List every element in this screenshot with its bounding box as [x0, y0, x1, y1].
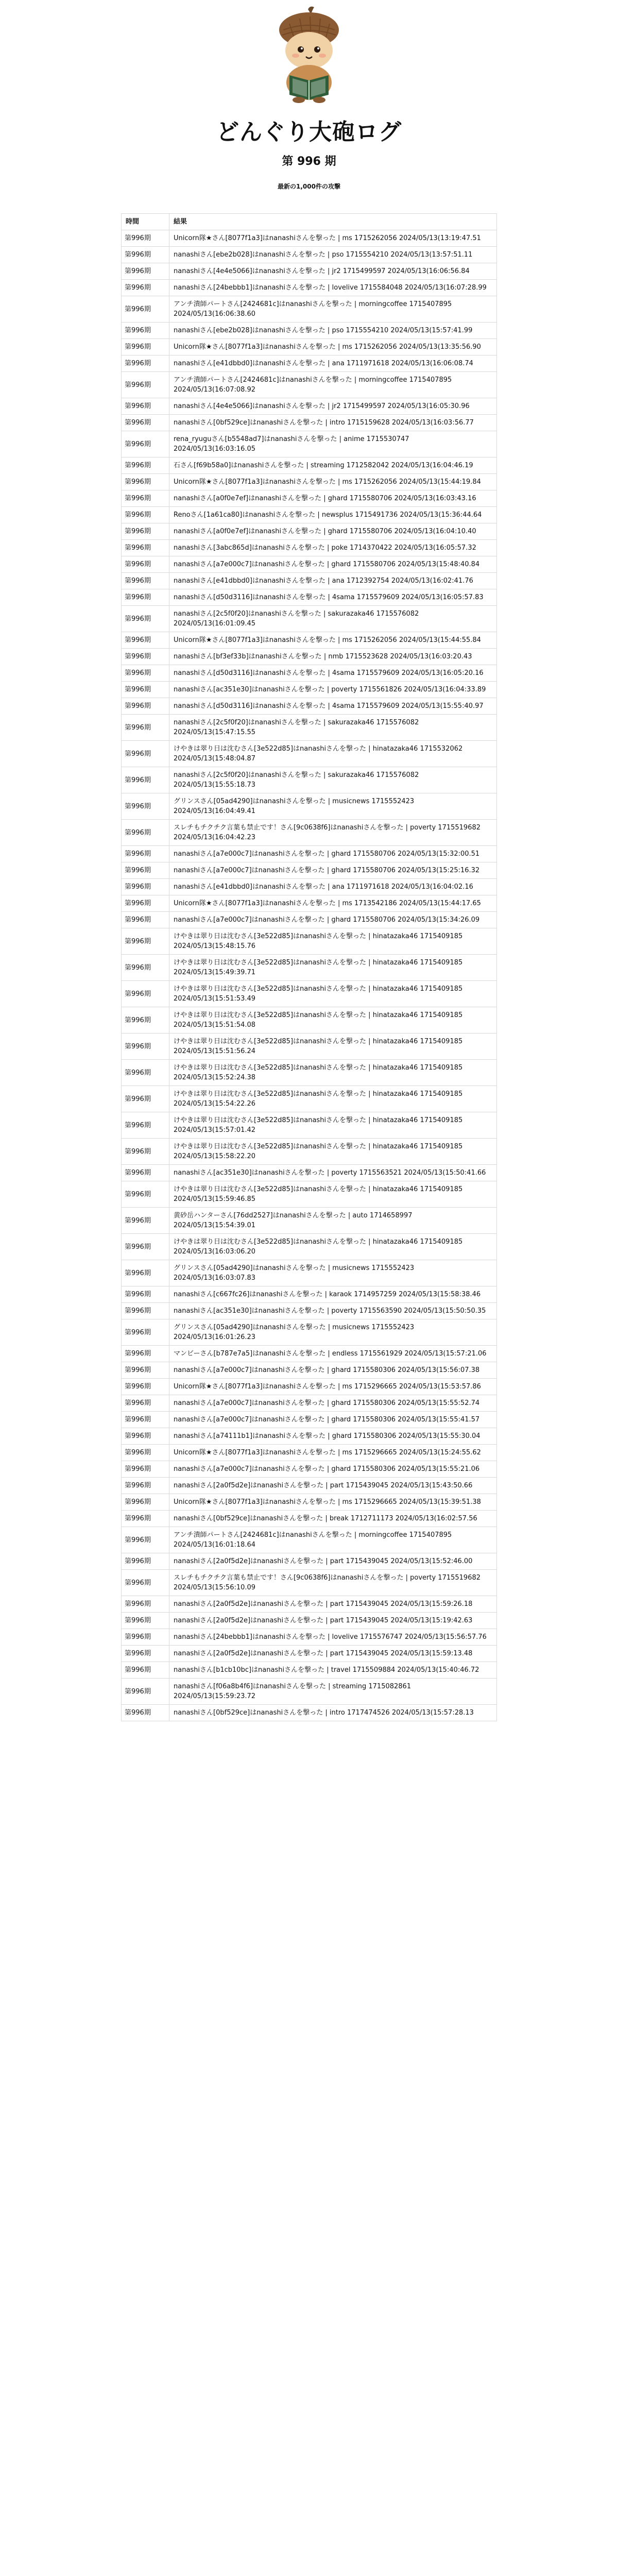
table-row — [122, 1007, 497, 1033]
row-result-cell: nanashiさん[2c5f0f20]はnanashiさんを撃った | sakurazaka46 1715576082 2024/05/13(16:01:09.45 — [169, 606, 497, 632]
row-result-cell: スレチもチクチク言葉も禁止です！さん[9c0638f6]はnanashiさんを撃った | poverty 1715519682 2024/05/13(16:04:42.23 — [169, 820, 497, 846]
row-result-cell: nanashiさん[24bebbb1]はnanashiさんを撃った | lovelive 1715576747 2024/05/13(15:56:57.76 — [169, 1629, 497, 1646]
row-round-cell: 第996期 — [122, 1613, 169, 1629]
row-round-cell: 第996期 — [122, 1478, 169, 1494]
row-round-cell: 第996期 — [122, 1112, 169, 1139]
table-row — [122, 1705, 497, 1721]
row-result-cell: nanashiさん[a7e000c7]はnanashiさんを撃った | ghard 1715580706 2024/05/13(15:34:26.09 — [169, 912, 497, 928]
row-result-cell: nanashiさん[2c5f0f20]はnanashiさんを撃った | sakurazaka46 1715576082 2024/05/13(15:55:18.73 — [169, 767, 497, 793]
row-result-cell: nanashiさん[ac351e30]はnanashiさんを撃った | poverty 1715563521 2024/05/13(15:50:41.66 — [169, 1165, 497, 1181]
row-result-cell: nanashiさん[d50d3116]はnanashiさんを撃った | 4sama 1715579609 2024/05/13(16:05:57.83 — [169, 589, 497, 606]
column-header-result: 結果 — [169, 214, 497, 230]
row-result-cell: けやきは翠り日は沈むさん[3e522d85]はnanashiさんを撃った | hinatazaka46 1715409185 2024/05/13(15:57:01.42 — [169, 1112, 497, 1139]
row-result-cell: スレチもチクチク言葉も禁止です！さん[9c0638f6]はnanashiさんを撃った | poverty 1715519682 2024/05/13(15:56:10.09 — [169, 1570, 497, 1596]
table-row — [122, 820, 497, 846]
row-round-cell: 第996期 — [122, 632, 169, 649]
table-row — [122, 1428, 497, 1445]
table-row — [122, 1445, 497, 1461]
table-row — [122, 372, 497, 398]
table-row — [122, 1553, 497, 1570]
row-round-cell: 第996期 — [122, 1234, 169, 1260]
row-result-cell: nanashiさん[a0f0e7ef]はnanashiさんを撃った | ghard 1715580706 2024/05/13(16:04:10.40 — [169, 523, 497, 540]
table-row — [122, 1461, 497, 1478]
row-result-cell: nanashiさん[0bf529ce]はnanashiさんを撃った | break 1712711173 2024/05/13(16:02:57.56 — [169, 1511, 497, 1527]
table-row — [122, 280, 497, 296]
row-round-cell: 第996期 — [122, 1445, 169, 1461]
row-round-cell: 第996期 — [122, 895, 169, 912]
table-row — [122, 431, 497, 457]
row-round-cell: 第996期 — [122, 589, 169, 606]
table-row — [122, 793, 497, 820]
row-round-cell: 第996期 — [122, 1303, 169, 1319]
row-result-cell: アンチ潰師パートさん[2424681c]はnanashiさんを撃った | morningcoffee 1715407895 2024/05/13(16:07:08.92 — [169, 372, 497, 398]
row-result-cell: けやきは翠り日は沈むさん[3e522d85]はnanashiさんを撃った | hinatazaka46 1715409185 2024/05/13(15:51:56.24 — [169, 1033, 497, 1060]
row-round-cell: 第996期 — [122, 767, 169, 793]
row-round-cell: 第996期 — [122, 523, 169, 540]
table-row — [122, 1412, 497, 1428]
table-row — [122, 1646, 497, 1662]
table-row — [122, 339, 497, 355]
row-round-cell: 第996期 — [122, 1286, 169, 1303]
row-result-cell: Unicorn隊★さん[8077f1a3]はnanashiさんを撃った | ms 1715296665 2024/05/13(15:39:51.38 — [169, 1494, 497, 1511]
table-row — [122, 1086, 497, 1112]
table-header-row — [122, 214, 497, 230]
row-result-cell: マンビーさん[b787e7a5]はnanashiさんを撃った | endless 1715561929 2024/05/13(15:57:21.06 — [169, 1346, 497, 1362]
table-row — [122, 955, 497, 981]
table-row — [122, 846, 497, 862]
row-round-cell: 第996期 — [122, 1553, 169, 1570]
table-row — [122, 682, 497, 698]
row-result-cell: けやきは翠り日は沈むさん[3e522d85]はnanashiさんを撃った | hinatazaka46 1715409185 2024/05/13(15:49:39.71 — [169, 955, 497, 981]
table-row — [122, 895, 497, 912]
row-round-cell: 第996期 — [122, 263, 169, 280]
row-round-cell: 第996期 — [122, 665, 169, 682]
table-row — [122, 1478, 497, 1494]
row-result-cell: nanashiさん[a7e000c7]はnanashiさんを撃った | ghard 1715580306 2024/05/13(15:55:52.74 — [169, 1395, 497, 1412]
row-result-cell: nanashiさん[e41dbbd0]はnanashiさんを撃った | ana 1711971618 2024/05/13(16:04:02.16 — [169, 879, 497, 895]
row-result-cell: nanashiさん[a7e000c7]はnanashiさんを撃った | ghard 1715580706 2024/05/13(15:25:16.32 — [169, 862, 497, 879]
row-round-cell: 第996期 — [122, 296, 169, 323]
site-title: どんぐり大砲ログ — [216, 119, 402, 145]
row-round-cell: 第996期 — [122, 507, 169, 523]
table-row — [122, 632, 497, 649]
page-subtitle: 最新の1,000件の攻撃 — [278, 183, 340, 190]
row-round-cell: 第996期 — [122, 1346, 169, 1362]
table-row — [122, 398, 497, 415]
row-round-cell: 第996期 — [122, 1362, 169, 1379]
row-result-cell: nanashiさん[e41dbbd0]はnanashiさんを撃った | ana 1711971618 2024/05/13(16:06:08.74 — [169, 355, 497, 372]
table-row — [122, 1629, 497, 1646]
table-row — [122, 1286, 497, 1303]
table-row — [122, 457, 497, 474]
table-row — [122, 1260, 497, 1286]
table-row — [122, 1494, 497, 1511]
table-row — [122, 912, 497, 928]
row-result-cell: nanashiさん[d50d3116]はnanashiさんを撃った | 4sama 1715579609 2024/05/13(15:55:40.97 — [169, 698, 497, 715]
row-round-cell: 第996期 — [122, 698, 169, 715]
table-row — [122, 1511, 497, 1527]
row-result-cell: nanashiさん[b1cb10bc]はnanashiさんを撃った | travel 1715509884 2024/05/13(15:40:46.72 — [169, 1662, 497, 1679]
log-container — [121, 213, 497, 1721]
table-row — [122, 507, 497, 523]
row-result-cell: nanashiさん[ebe2b028]はnanashiさんを撃った | pso 1715554210 2024/05/13(15:57:41.99 — [169, 323, 497, 339]
row-result-cell: nanashiさん[a7e000c7]はnanashiさんを撃った | ghard 1715580306 2024/05/13(15:55:21.06 — [169, 1461, 497, 1478]
table-row — [122, 296, 497, 323]
row-result-cell: nanashiさん[ac351e30]はnanashiさんを撃った | poverty 1715561826 2024/05/13(16:04:33.89 — [169, 682, 497, 698]
table-row — [122, 523, 497, 540]
table-row — [122, 415, 497, 431]
row-result-cell: nanashiさん[a7e000c7]はnanashiさんを撃った | ghard 1715580706 2024/05/13(15:48:40.84 — [169, 556, 497, 573]
row-round-cell: 第996期 — [122, 339, 169, 355]
row-round-cell: 第996期 — [122, 398, 169, 415]
row-round-cell: 第996期 — [122, 540, 169, 556]
row-round-cell: 第996期 — [122, 879, 169, 895]
table-row — [122, 1679, 497, 1705]
table-row — [122, 263, 497, 280]
row-round-cell: 第996期 — [122, 1033, 169, 1060]
table-row — [122, 323, 497, 339]
row-result-cell: nanashiさん[e41dbbd0]はnanashiさんを撃った | ana 1712392754 2024/05/13(16:02:41.76 — [169, 573, 497, 589]
table-row — [122, 1346, 497, 1362]
table-row — [122, 1527, 497, 1553]
row-result-cell: けやきは翠り日は沈むさん[3e522d85]はnanashiさんを撃った | hinatazaka46 1715409185 2024/05/13(15:54:22.26 — [169, 1086, 497, 1112]
row-result-cell: けやきは翠り日は沈むさん[3e522d85]はnanashiさんを撃った | hinatazaka46 1715409185 2024/05/13(15:58:22.20 — [169, 1139, 497, 1165]
row-result-cell: 黄砂岳ハンターさん[76dd2527]はnanashiさんを撃った | auto 1714658997 2024/05/13(15:54:39.01 — [169, 1208, 497, 1234]
row-round-cell: 第996期 — [122, 323, 169, 339]
row-result-cell: nanashiさん[0bf529ce]はnanashiさんを撃った | intro 1715159628 2024/05/13(16:03:56.77 — [169, 415, 497, 431]
row-result-cell: けやきは翠り日は沈むさん[3e522d85]はnanashiさんを撃った | hinatazaka46 1715532062 2024/05/13(15:48:04.87 — [169, 741, 497, 767]
row-round-cell: 第996期 — [122, 1412, 169, 1428]
row-result-cell: nanashiさん[2c5f0f20]はnanashiさんを撃った | sakurazaka46 1715576082 2024/05/13(15:47:15.55 — [169, 715, 497, 741]
row-result-cell: グリンスさん[05ad4290]はnanashiさんを撃った | musicnews 1715552423 2024/05/13(16:01:26.23 — [169, 1319, 497, 1346]
row-result-cell: nanashiさん[24bebbb1]はnanashiさんを撃った | lovelive 1715584048 2024/05/13(16:07:28.99 — [169, 280, 497, 296]
table-row — [122, 879, 497, 895]
row-round-cell: 第996期 — [122, 606, 169, 632]
row-round-cell: 第996期 — [122, 1646, 169, 1662]
row-round-cell: 第996期 — [122, 280, 169, 296]
table-row — [122, 355, 497, 372]
table-row — [122, 981, 497, 1007]
row-round-cell: 第996期 — [122, 1260, 169, 1286]
table-row — [122, 1596, 497, 1613]
row-result-cell: nanashiさん[a7e000c7]はnanashiさんを撃った | ghard 1715580306 2024/05/13(15:56:07.38 — [169, 1362, 497, 1379]
row-result-cell: nanashiさん[a0f0e7ef]はnanashiさんを撃った | ghard 1715580706 2024/05/13(16:03:43.16 — [169, 490, 497, 507]
row-result-cell: けやきは翠り日は沈むさん[3e522d85]はnanashiさんを撃った | hinatazaka46 1715409185 2024/05/13(15:48:15.76 — [169, 928, 497, 955]
row-round-cell: 第996期 — [122, 431, 169, 457]
row-result-cell: nanashiさん[0bf529ce]はnanashiさんを撃った | intro 1717474526 2024/05/13(15:57:28.13 — [169, 1705, 497, 1721]
row-round-cell: 第996期 — [122, 1511, 169, 1527]
table-row — [122, 1112, 497, 1139]
row-result-cell: Unicorn隊★さん[8077f1a3]はnanashiさんを撃った | ms 1715262056 2024/05/13(15:44:55.84 — [169, 632, 497, 649]
table-row — [122, 1181, 497, 1208]
row-result-cell: nanashiさん[4e4e5066]はnanashiさんを撃った | jr2 1715499597 2024/05/13(16:06:56.84 — [169, 263, 497, 280]
row-round-cell: 第996期 — [122, 247, 169, 263]
row-round-cell: 第996期 — [122, 862, 169, 879]
row-round-cell: 第996期 — [122, 1139, 169, 1165]
row-result-cell: nanashiさん[a7e000c7]はnanashiさんを撃った | ghard 1715580706 2024/05/13(15:32:00.51 — [169, 846, 497, 862]
table-row — [122, 606, 497, 632]
row-result-cell: グリンスさん[05ad4290]はnanashiさんを撃った | musicnews 1715552423 2024/05/13(16:04:49.41 — [169, 793, 497, 820]
row-round-cell: 第996期 — [122, 928, 169, 955]
table-row — [122, 1395, 497, 1412]
table-row — [122, 1362, 497, 1379]
row-round-cell: 第996期 — [122, 1494, 169, 1511]
row-result-cell: nanashiさん[bf3ef33b]はnanashiさんを撃った | nmb 1715523628 2024/05/13(16:03:20.43 — [169, 649, 497, 665]
row-round-cell: 第996期 — [122, 1319, 169, 1346]
row-round-cell: 第996期 — [122, 457, 169, 474]
row-round-cell: 第996期 — [122, 1007, 169, 1033]
row-result-cell: nanashiさん[3abc865d]はnanashiさんを撃った | poke 1714370422 2024/05/13(16:05:57.32 — [169, 540, 497, 556]
row-result-cell: nanashiさん[a74111b1]はnanashiさんを撃った | ghard 1715580306 2024/05/13(15:55:30.04 — [169, 1428, 497, 1445]
acorn-mascot-icon — [263, 5, 355, 103]
table-row — [122, 1208, 497, 1234]
row-round-cell: 第996期 — [122, 1705, 169, 1721]
row-round-cell: 第996期 — [122, 1527, 169, 1553]
row-round-cell: 第996期 — [122, 1679, 169, 1705]
table-row — [122, 698, 497, 715]
row-result-cell: Unicorn隊★さん[8077f1a3]はnanashiさんを撃った | ms 1715296665 2024/05/13(15:53:57.86 — [169, 1379, 497, 1395]
table-row — [122, 741, 497, 767]
row-round-cell: 第996期 — [122, 649, 169, 665]
row-round-cell: 第996期 — [122, 981, 169, 1007]
row-result-cell: けやきは翠り日は沈むさん[3e522d85]はnanashiさんを撃った | hinatazaka46 1715409185 2024/05/13(15:51:53.49 — [169, 981, 497, 1007]
row-round-cell: 第996期 — [122, 556, 169, 573]
row-result-cell: nanashiさん[ac351e30]はnanashiさんを撃った | poverty 1715563590 2024/05/13(15:50:50.35 — [169, 1303, 497, 1319]
row-round-cell: 第996期 — [122, 715, 169, 741]
row-round-cell: 第996期 — [122, 573, 169, 589]
row-result-cell: nanashiさん[f06a8b4f6]はnanashiさんを撃った | streaming 1715082861 2024/05/13(15:59:23.72 — [169, 1679, 497, 1705]
table-row — [122, 589, 497, 606]
table-row — [122, 1319, 497, 1346]
row-result-cell: 石さん[f69b58a0]はnanashiさんを撃った | streaming 1712582042 2024/05/13(16:04:46.19 — [169, 457, 497, 474]
table-row — [122, 1165, 497, 1181]
row-result-cell: アンチ潰師パートさん[2424681c]はnanashiさんを撃った | morningcoffee 1715407895 2024/05/13(16:01:18.64 — [169, 1527, 497, 1553]
row-result-cell: nanashiさん[c667fc26]はnanashiさんを撃った | karaok 1714957259 2024/05/13(15:58:38.46 — [169, 1286, 497, 1303]
row-result-cell: nanashiさん[a7e000c7]はnanashiさんを撃った | ghard 1715580306 2024/05/13(15:55:41.57 — [169, 1412, 497, 1428]
row-result-cell: nanashiさん[d50d3116]はnanashiさんを撃った | 4sama 1715579609 2024/05/13(16:05:20.16 — [169, 665, 497, 682]
row-round-cell: 第996期 — [122, 1208, 169, 1234]
table-row — [122, 1139, 497, 1165]
row-result-cell: nanashiさん[4e4e5066]はnanashiさんを撃った | jr2 1715499597 2024/05/13(16:05:30.96 — [169, 398, 497, 415]
column-header-time: 時間 — [122, 214, 169, 230]
table-row — [122, 573, 497, 589]
row-round-cell: 第996期 — [122, 682, 169, 698]
row-result-cell: けやきは翠り日は沈むさん[3e522d85]はnanashiさんを撃った | hinatazaka46 1715409185 2024/05/13(15:52:24.38 — [169, 1060, 497, 1086]
row-round-cell: 第996期 — [122, 1165, 169, 1181]
row-round-cell: 第996期 — [122, 1629, 169, 1646]
row-round-cell: 第996期 — [122, 1662, 169, 1679]
row-round-cell: 第996期 — [122, 1379, 169, 1395]
attack-log-body — [122, 230, 497, 1721]
table-row — [122, 247, 497, 263]
table-row — [122, 230, 497, 247]
row-result-cell: nanashiさん[2a0f5d2e]はnanashiさんを撃った | part 1715439045 2024/05/13(15:59:26.18 — [169, 1596, 497, 1613]
row-round-cell: 第996期 — [122, 230, 169, 247]
table-row — [122, 1234, 497, 1260]
table-row — [122, 715, 497, 741]
row-result-cell: rena_ryuguさん[b5548ad7]はnanashiさんを撃った | anime 1715530747 2024/05/13(16:03:16.05 — [169, 431, 497, 457]
row-round-cell: 第996期 — [122, 912, 169, 928]
row-round-cell: 第996期 — [122, 1461, 169, 1478]
round-number: 第 996 期 — [282, 155, 336, 168]
table-row — [122, 474, 497, 490]
row-round-cell: 第996期 — [122, 1395, 169, 1412]
row-round-cell: 第996期 — [122, 490, 169, 507]
row-round-cell: 第996期 — [122, 372, 169, 398]
row-round-cell: 第996期 — [122, 741, 169, 767]
table-row — [122, 1060, 497, 1086]
table-row — [122, 1303, 497, 1319]
row-round-cell: 第996期 — [122, 793, 169, 820]
table-row — [122, 540, 497, 556]
row-round-cell: 第996期 — [122, 415, 169, 431]
page-header — [0, 0, 618, 191]
row-result-cell: Unicorn隊★さん[8077f1a3]はnanashiさんを撃った | ms 1713542186 2024/05/13(15:44:17.65 — [169, 895, 497, 912]
row-round-cell: 第996期 — [122, 1086, 169, 1112]
row-result-cell: けやきは翠り日は沈むさん[3e522d85]はnanashiさんを撃った | hinatazaka46 1715409185 2024/05/13(15:51:54.08 — [169, 1007, 497, 1033]
row-round-cell: 第996期 — [122, 1570, 169, 1596]
row-result-cell: nanashiさん[2a0f5d2e]はnanashiさんを撃った | part 1715439045 2024/05/13(15:43:50.66 — [169, 1478, 497, 1494]
table-row — [122, 1379, 497, 1395]
row-round-cell: 第996期 — [122, 820, 169, 846]
attack-log-table — [121, 213, 497, 1721]
row-result-cell: nanashiさん[ebe2b028]はnanashiさんを撃った | pso 1715554210 2024/05/13(13:57:51.11 — [169, 247, 497, 263]
row-result-cell: nanashiさん[2a0f5d2e]はnanashiさんを撃った | part 1715439045 2024/05/13(15:59:13.48 — [169, 1646, 497, 1662]
row-result-cell: Renoさん[1a61ca80]はnanashiさんを撃った | newsplus 1715491736 2024/05/13(15:36:44.64 — [169, 507, 497, 523]
row-result-cell: けやきは翠り日は沈むさん[3e522d85]はnanashiさんを撃った | hinatazaka46 1715409185 2024/05/13(15:59:46.85 — [169, 1181, 497, 1208]
row-result-cell: nanashiさん[2a0f5d2e]はnanashiさんを撃った | part 1715439045 2024/05/13(15:52:46.00 — [169, 1553, 497, 1570]
row-round-cell: 第996期 — [122, 1596, 169, 1613]
row-round-cell: 第996期 — [122, 1428, 169, 1445]
table-row — [122, 928, 497, 955]
table-row — [122, 649, 497, 665]
row-result-cell: アンチ潰師パートさん[2424681c]はnanashiさんを撃った | morningcoffee 1715407895 2024/05/13(16:06:38.60 — [169, 296, 497, 323]
row-round-cell: 第996期 — [122, 355, 169, 372]
table-row — [122, 556, 497, 573]
table-row — [122, 1033, 497, 1060]
table-row — [122, 490, 497, 507]
table-row — [122, 1662, 497, 1679]
table-row — [122, 665, 497, 682]
row-round-cell: 第996期 — [122, 846, 169, 862]
row-result-cell: nanashiさん[2a0f5d2e]はnanashiさんを撃った | part 1715439045 2024/05/13(15:19:42.63 — [169, 1613, 497, 1629]
row-round-cell: 第996期 — [122, 1060, 169, 1086]
row-round-cell: 第996期 — [122, 1181, 169, 1208]
row-result-cell: Unicorn隊★さん[8077f1a3]はnanashiさんを撃った | ms 1715262056 2024/05/13(13:35:56.90 — [169, 339, 497, 355]
row-round-cell: 第996期 — [122, 955, 169, 981]
table-row — [122, 1570, 497, 1596]
row-result-cell: けやきは翠り日は沈むさん[3e522d85]はnanashiさんを撃った | hinatazaka46 1715409185 2024/05/13(16:03:06.20 — [169, 1234, 497, 1260]
row-result-cell: Unicorn隊★さん[8077f1a3]はnanashiさんを撃った | ms 1715262056 2024/05/13(15:44:19.84 — [169, 474, 497, 490]
table-row — [122, 1613, 497, 1629]
table-row — [122, 767, 497, 793]
table-row — [122, 862, 497, 879]
row-result-cell: Unicorn隊★さん[8077f1a3]はnanashiさんを撃った | ms 1715262056 2024/05/13(13:19:47.51 — [169, 230, 497, 247]
row-result-cell: グリンスさん[05ad4290]はnanashiさんを撃った | musicnews 1715552423 2024/05/13(16:03:07.83 — [169, 1260, 497, 1286]
row-round-cell: 第996期 — [122, 474, 169, 490]
row-result-cell: Unicorn隊★さん[8077f1a3]はnanashiさんを撃った | ms 1715296665 2024/05/13(15:24:55.62 — [169, 1445, 497, 1461]
